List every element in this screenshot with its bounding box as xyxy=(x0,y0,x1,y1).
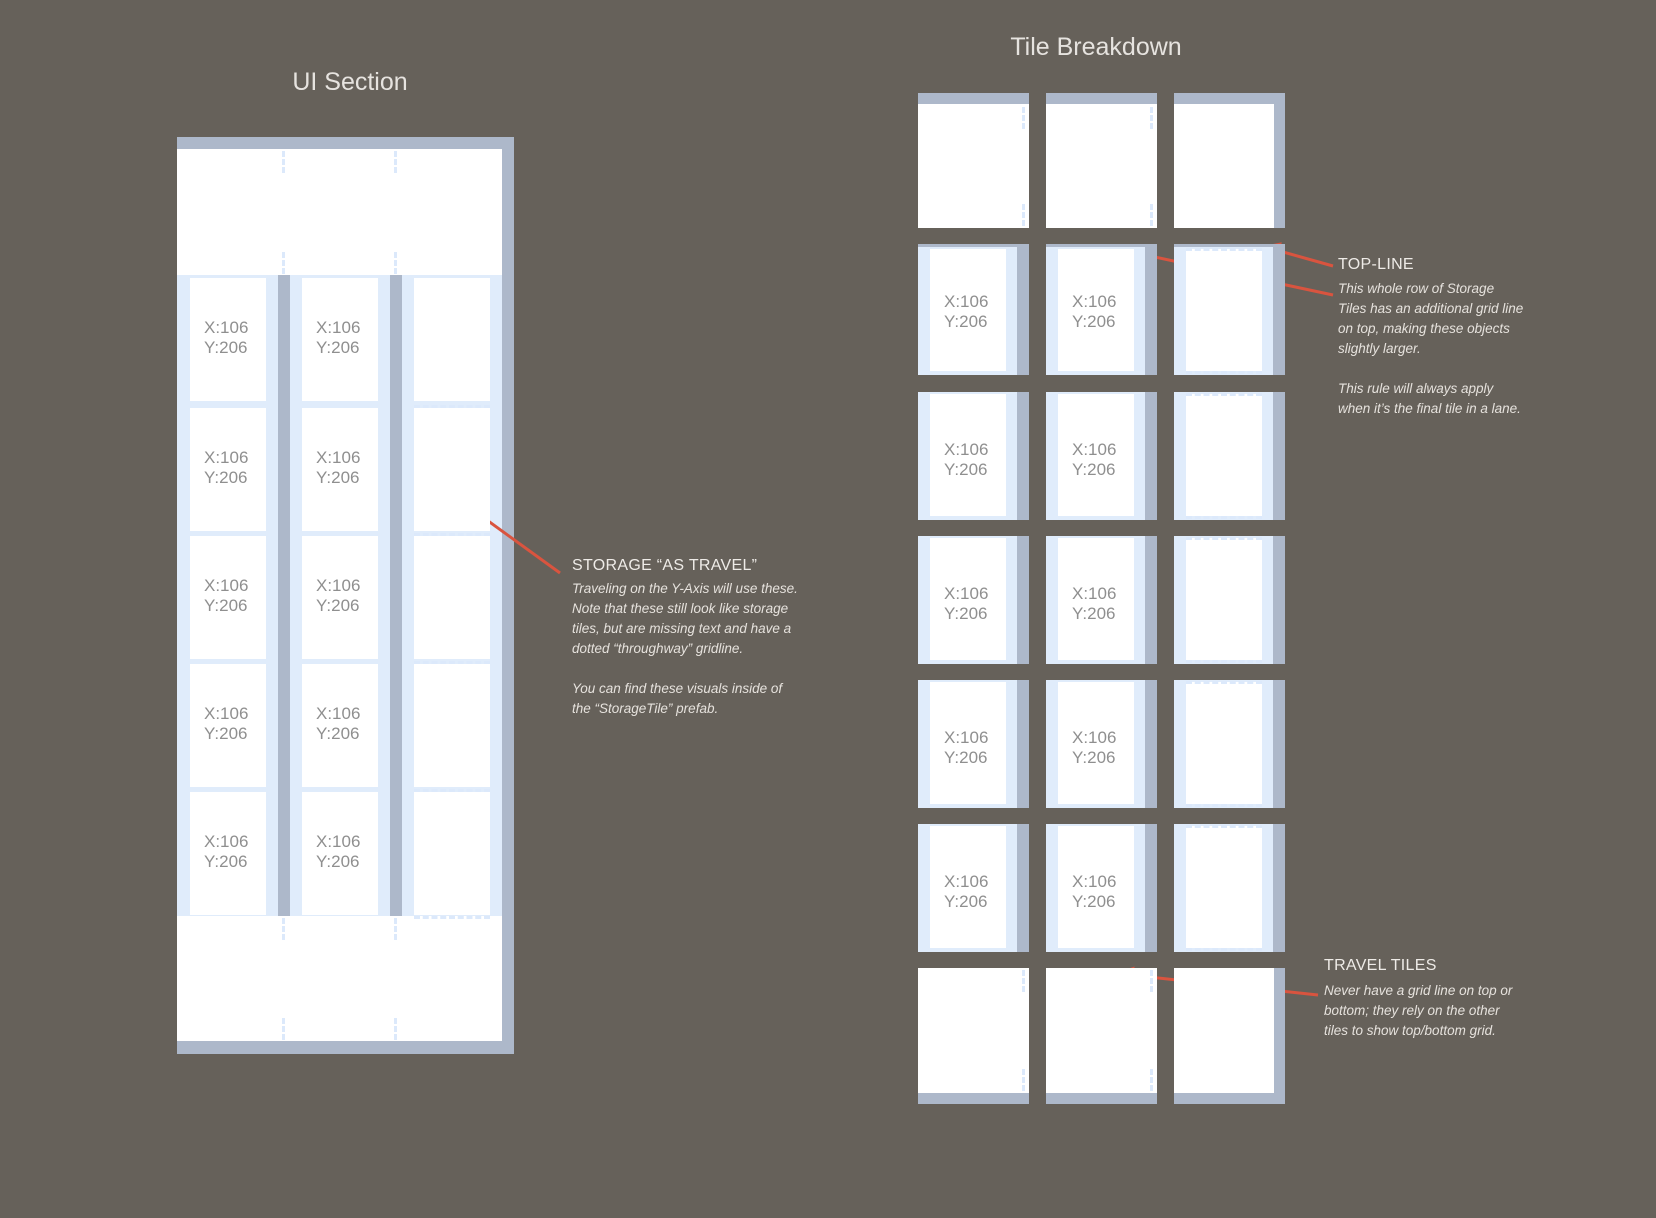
ui-travel-lane-throughway-line xyxy=(414,916,490,919)
breakdown-throughway-line xyxy=(1186,804,1262,807)
breakdown-travel-tile xyxy=(1174,104,1274,228)
breakdown-dashed-gridline xyxy=(1150,204,1153,226)
ui-travel-lane-tile xyxy=(414,408,490,531)
ui-travel-dashed-gridline xyxy=(282,1018,285,1040)
breakdown-throughway-line xyxy=(1186,516,1262,519)
breakdown-travel-lane-tile xyxy=(1186,826,1262,948)
breakdown-storage-tile-label: X:106 Y:206 xyxy=(944,292,989,331)
breakdown-dashed-gridline xyxy=(1022,204,1025,226)
breakdown-travel-tile xyxy=(1174,968,1274,1093)
storage-as-travel-heading: STORAGE “AS TRAVEL” xyxy=(572,557,758,574)
storage-as-travel-body: Traveling on the Y-Axis will use these. Note that these still look like storage tiles, but are missing text and have a dotted “throughway” gridline. You can find these visuals inside of the “StorageTile” prefab. xyxy=(572,581,798,716)
ui-travel-dashed-gridline xyxy=(394,252,397,274)
breakdown-travel-tile xyxy=(1046,104,1157,228)
breakdown-storage-tile-label: X:106 Y:206 xyxy=(1072,292,1117,331)
breakdown-throughway-line xyxy=(1186,660,1262,663)
breakdown-travel-tile xyxy=(1046,968,1157,1093)
ui-travel-dashed-gridline xyxy=(394,1018,397,1040)
breakdown-storage-tile-label: X:106 Y:206 xyxy=(944,440,989,479)
ui-travel-lane-tile xyxy=(414,278,490,401)
ui-travel-dashed-gridline xyxy=(282,918,285,940)
ui-travel-lane-tile xyxy=(414,792,490,915)
ui-travel-dashed-gridline xyxy=(282,151,285,173)
breakdown-storage-tile-label: X:106 Y:206 xyxy=(1072,728,1117,767)
breakdown-travel-lane-tile xyxy=(1186,394,1262,516)
ui-travel-lane-throughway-line xyxy=(414,533,490,536)
ui-section-title: UI Section xyxy=(292,68,408,96)
ui-travel-dashed-gridline xyxy=(394,918,397,940)
breakdown-storage-tile-label: X:106 Y:206 xyxy=(944,728,989,767)
breakdown-throughway-line xyxy=(1186,537,1262,540)
breakdown-storage-tile-label: X:106 Y:206 xyxy=(944,872,989,911)
ui-travel-lane-throughway-line xyxy=(414,405,490,408)
ui-storage-tile-label: X:106 Y:206 xyxy=(316,448,361,487)
breakdown-storage-tile-label: X:106 Y:206 xyxy=(1072,584,1117,623)
ui-travel-lane-tile xyxy=(414,664,490,787)
breakdown-throughway-line xyxy=(1186,681,1262,684)
breakdown-dashed-gridline xyxy=(1150,107,1153,129)
breakdown-dashed-gridline xyxy=(1022,970,1025,992)
ui-storage-tile-label: X:106 Y:206 xyxy=(204,318,249,357)
ui-storage-tile-label: X:106 Y:206 xyxy=(316,318,361,357)
breakdown-storage-tile-label: X:106 Y:206 xyxy=(944,584,989,623)
breakdown-throughway-line xyxy=(1186,948,1262,951)
breakdown-throughway-line xyxy=(1186,393,1262,396)
ui-travel-dashed-gridline xyxy=(394,151,397,173)
ui-travel-lane-tile xyxy=(414,536,490,659)
ui-storage-tile-label: X:106 Y:206 xyxy=(204,704,249,743)
breakdown-throughway-line xyxy=(1186,371,1262,374)
ui-storage-tile-label: X:106 Y:206 xyxy=(204,576,249,615)
ui-storage-tile-label: X:106 Y:206 xyxy=(316,704,361,743)
breakdown-dashed-gridline xyxy=(1022,107,1025,129)
breakdown-travel-lane-tile xyxy=(1186,538,1262,660)
breakdown-storage-tile-label: X:106 Y:206 xyxy=(1072,440,1117,479)
ui-storage-tile-label: X:106 Y:206 xyxy=(204,448,249,487)
ui-storage-tile-label: X:106 Y:206 xyxy=(316,576,361,615)
breakdown-travel-lane-tile xyxy=(1186,249,1262,371)
breakdown-travel-tile xyxy=(918,104,1029,228)
breakdown-dashed-gridline xyxy=(1150,1069,1153,1091)
tile-breakdown-title: Tile Breakdown xyxy=(1010,33,1182,61)
top-line-heading: TOP-LINE xyxy=(1338,256,1414,273)
ui-travel-lane-throughway-line xyxy=(414,661,490,664)
top-line-body: This whole row of Storage Tiles has an additional grid line on top, making these objects slightly larger. This rule will always apply when it’s the final tile in a lane. xyxy=(1338,281,1524,416)
breakdown-throughway-line xyxy=(1186,825,1262,828)
breakdown-travel-tile xyxy=(918,968,1029,1093)
ui-storage-tile-label: X:106 Y:206 xyxy=(204,832,249,871)
breakdown-throughway-line xyxy=(1186,248,1262,251)
ui-travel-dashed-gridline xyxy=(282,252,285,274)
breakdown-travel-lane-tile xyxy=(1186,682,1262,804)
ui-travel-lane-throughway-line xyxy=(414,789,490,792)
travel-tiles-heading: TRAVEL TILES xyxy=(1324,957,1437,974)
travel-tiles-body: Never have a grid line on top or bottom; they rely on the other tiles to show top/bottom grid. xyxy=(1324,983,1513,1038)
breakdown-dashed-gridline xyxy=(1022,1069,1025,1091)
breakdown-dashed-gridline xyxy=(1150,970,1153,992)
breakdown-storage-tile-label: X:106 Y:206 xyxy=(1072,872,1117,911)
ui-storage-tile-label: X:106 Y:206 xyxy=(316,832,361,871)
